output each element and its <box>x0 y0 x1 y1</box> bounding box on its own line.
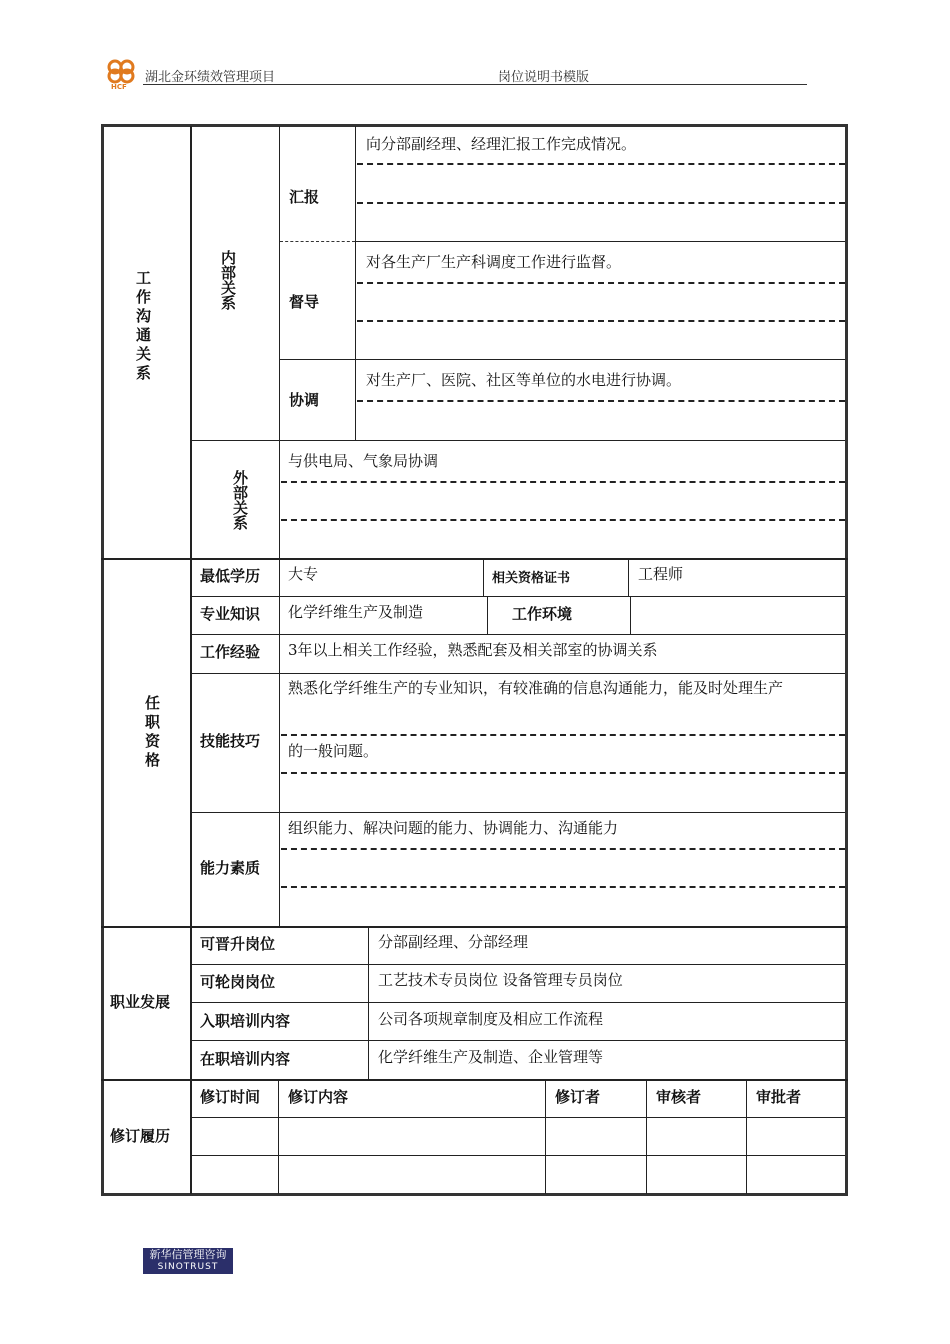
hcf-logo <box>101 56 141 90</box>
section-revision: 修订履历 <box>110 1127 171 1145</box>
row-line <box>191 673 845 674</box>
internal-relations-label: 内部关系 <box>219 250 237 310</box>
row-line <box>191 1117 845 1118</box>
col-reviser: 修订者 <box>555 1088 601 1106</box>
separator <box>101 558 848 560</box>
row-line <box>191 1040 845 1041</box>
col-revision-time: 修订时间 <box>200 1088 261 1106</box>
dashed-line <box>357 163 845 165</box>
column-divider <box>355 126 356 440</box>
education-label: 最低学历 <box>200 567 261 585</box>
column-divider <box>628 559 629 596</box>
sinotrust-logo <box>143 1248 233 1274</box>
rotation-value: 工艺技术专员岗位 设备管理专员岗位 <box>378 971 623 989</box>
row-line <box>191 634 845 635</box>
rotation-label: 可轮岗岗位 <box>200 973 276 991</box>
row-line <box>191 440 845 441</box>
dashed-line <box>281 519 845 521</box>
column-divider <box>483 559 484 596</box>
dashed-line <box>357 320 845 322</box>
certificate-value: 工程师 <box>638 565 684 583</box>
promotion-value: 分部副经理、分部经理 <box>378 933 529 951</box>
dashed-line <box>281 848 845 850</box>
dashed-line <box>281 734 845 736</box>
header-project: 湖北金环绩效管理项目 <box>145 70 276 85</box>
row-line <box>280 359 845 360</box>
supervise-text: 对各生产厂生产科调度工作进行监督。 <box>366 253 622 271</box>
dashed-line <box>357 400 845 402</box>
external-text: 与供电局、气象局协调 <box>288 452 439 470</box>
column-divider <box>646 1080 647 1194</box>
row-line <box>191 1002 845 1003</box>
row-line <box>191 1155 845 1156</box>
column-divider <box>630 596 631 634</box>
section-communication: 工作沟通关系 <box>134 270 152 384</box>
row-line <box>191 596 845 597</box>
dashed-line <box>280 241 355 242</box>
column-divider <box>487 596 488 634</box>
column-divider <box>746 1080 747 1194</box>
ability-label: 能力素质 <box>200 859 261 877</box>
dashed-line <box>357 202 845 204</box>
experience-label: 工作经验 <box>200 643 261 661</box>
header-rule <box>143 84 807 85</box>
section-career: 职业发展 <box>110 993 171 1011</box>
column-divider <box>279 440 280 558</box>
onboarding-value: 公司各项规章制度及相应工作流程 <box>378 1010 604 1028</box>
education-value: 大专 <box>288 565 319 583</box>
inservice-value: 化学纤维生产及制造、企业管理等 <box>378 1048 604 1066</box>
row-line <box>355 241 845 242</box>
report-label: 汇报 <box>289 188 320 206</box>
col-revision-content: 修订内容 <box>288 1088 349 1106</box>
skills-line1: 熟悉化学纤维生产的专业知识，有较准确的信息沟通能力，能及时处理生产 <box>288 679 784 697</box>
onboarding-label: 入职培训内容 <box>200 1012 291 1030</box>
knowledge-value: 化学纤维生产及制造 <box>288 603 424 621</box>
coordinate-text: 对生产厂、医院、社区等单位的水电进行协调。 <box>366 371 682 389</box>
separator <box>101 926 848 928</box>
dashed-line <box>281 886 845 888</box>
external-relations-label: 外部关系 <box>231 470 249 530</box>
col-approver: 审批者 <box>756 1088 802 1106</box>
certificate-label: 相关资格证书 <box>492 571 571 586</box>
section-qualification: 任职资格 <box>143 695 161 771</box>
header-doc-type: 岗位说明书模版 <box>498 70 590 85</box>
logo-text: HCF <box>111 83 127 90</box>
brand-en: SINOTRUST <box>157 1262 219 1272</box>
column-divider <box>279 559 280 926</box>
column-divider <box>278 1080 279 1194</box>
column-divider <box>279 126 280 440</box>
report-text: 向分部副经理、经理汇报工作完成情况。 <box>366 135 637 153</box>
dashed-line <box>357 282 845 284</box>
col-checker: 审核者 <box>656 1088 702 1106</box>
brand-cn: 新华信管理咨询 <box>149 1248 227 1261</box>
promotion-label: 可晋升岗位 <box>200 935 276 953</box>
column-divider <box>190 126 192 1194</box>
ability-value: 组织能力、解决问题的能力、协调能力、沟通能力 <box>288 819 619 837</box>
experience-value: 3年以上相关工作经验，熟悉配套及相关部室的协调关系 <box>288 641 658 659</box>
environment-label: 工作环境 <box>512 605 573 623</box>
separator <box>101 1079 848 1081</box>
coordinate-label: 协调 <box>289 391 320 409</box>
column-divider <box>545 1080 546 1194</box>
knowledge-label: 专业知识 <box>200 605 261 623</box>
row-line <box>191 812 845 813</box>
row-line <box>191 964 845 965</box>
skills-line2: 的一般问题。 <box>288 742 379 760</box>
dashed-line <box>281 772 845 774</box>
skills-label: 技能技巧 <box>200 732 261 750</box>
supervise-label: 督导 <box>289 293 320 311</box>
dashed-line <box>281 481 845 483</box>
inservice-label: 在职培训内容 <box>200 1050 291 1068</box>
column-divider <box>368 927 369 1079</box>
